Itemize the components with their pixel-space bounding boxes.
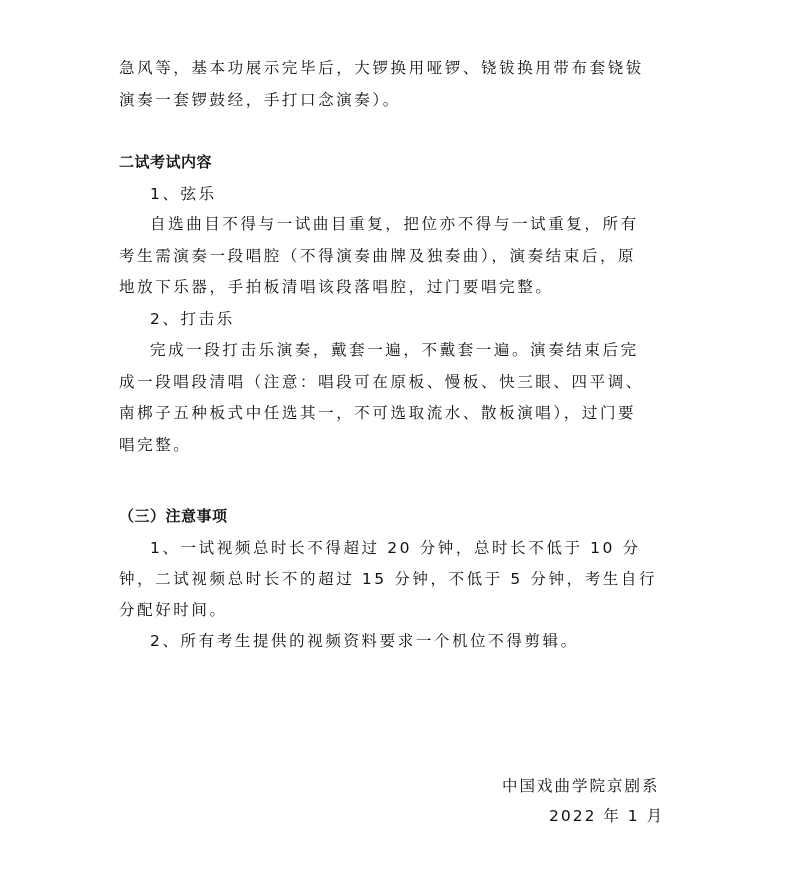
strings-title: 1、弦乐: [150, 185, 217, 203]
notes-item-2: 2、所有考生提供的视频资料要求一个机位不得剪辑。: [150, 632, 579, 650]
notes-item-1-line-2: 钟，二试视频总时长不的超过 15 分钟，不低于 5 分钟，考生自行: [119, 570, 658, 588]
percussion-line-1: 完成一段打击乐演奏，戴套一遍，不戴套一遍。演奏结束后完: [150, 341, 639, 359]
percussion-line-3: 南梆子五种板式中任选其一，不可选取流水、散板演唱），过门要: [119, 404, 637, 422]
second-exam-heading: 二试考试内容: [119, 153, 213, 171]
strings-line-1: 自选曲目不得与一试曲目重复，把位亦不得与一试重复，所有: [150, 215, 639, 233]
percussion-title: 2、打击乐: [150, 310, 235, 328]
signature-date: 2022 年 1 月: [549, 807, 665, 825]
signature-org: 中国戏曲学院京剧系: [502, 777, 660, 795]
strings-line-3: 地放下乐器，手拍板清唱该段落唱腔，过门要唱完整。: [119, 278, 554, 296]
notes-item-1-line-3: 分配好时间。: [119, 601, 228, 619]
percussion-line-2: 成一段唱段清唱（注意：唱段可在原板、慢板、快三眼、四平调、: [119, 373, 644, 391]
continuation-line-1: 急风等，基本功展示完毕后，大锣换用哑锣、铙钹换用带布套铙钹: [119, 59, 644, 77]
continuation-line-2: 演奏一套锣鼓经，手打口念演奏）。: [119, 91, 401, 109]
percussion-line-4: 唱完整。: [119, 436, 192, 454]
notes-heading: （三）注意事项: [119, 507, 228, 525]
notes-item-1-line-1: 1、一试视频总时长不得超过 20 分钟，总时长不低于 10 分: [150, 539, 641, 557]
strings-line-2: 考生需演奏一段唱腔（不得演奏曲牌及独奏曲），演奏结束后，原: [119, 247, 637, 265]
